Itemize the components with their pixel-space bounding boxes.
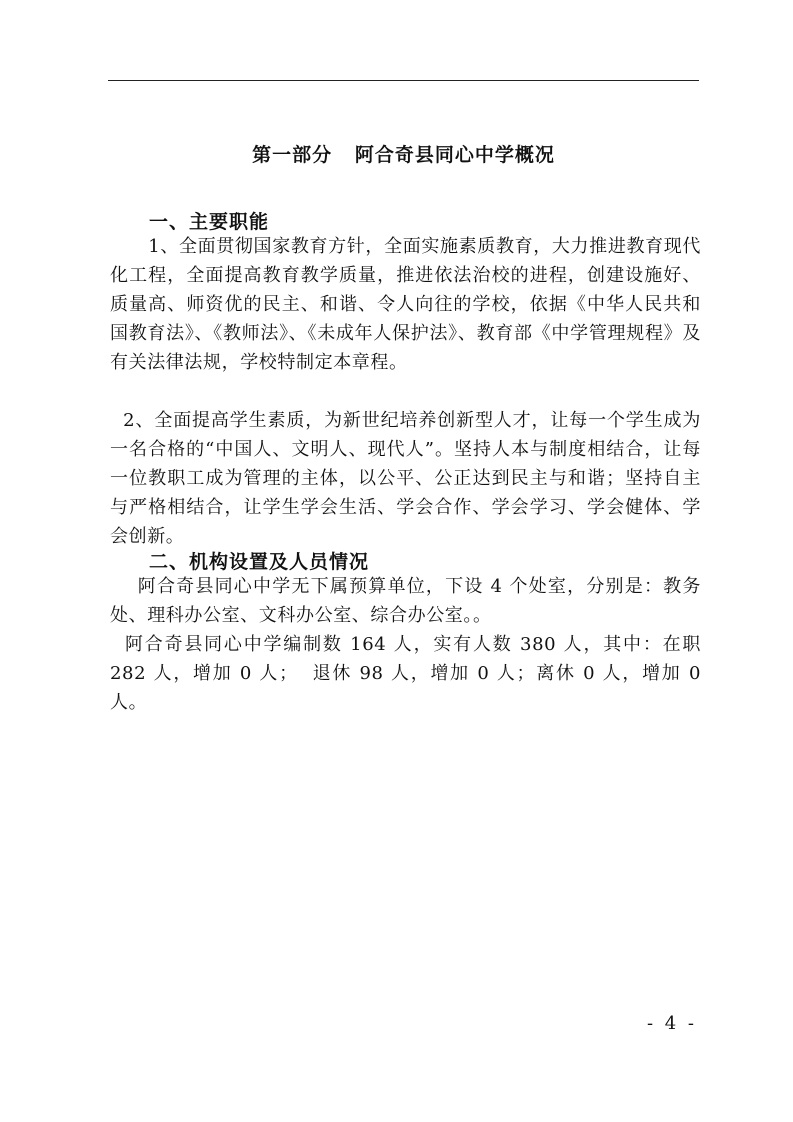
section-heading-organization: 二、机构设置及人员情况 [149, 551, 370, 573]
paragraph-functions-1: 1、全面贯彻国家教育方针，全面实施素质教育，大力推进教育现代化工程，全面提高教育教学质量，推进依法治校的进程，创建设施好、质量高、师资优的民主、和谐、令人向往的学校，依据《中华人民共和国教育法》、《教师法》、《未成年人保护法》、教育部《中学管理规程》及有关法律法规，学校特制定本章程。 [110, 236, 702, 373]
page-title: 第一部分 阿合奇县同心中学概况 [252, 144, 555, 166]
page-number: - 4 - [646, 1013, 697, 1034]
paragraph-organization-2: 阿合奇县同心中学编制数 164 人，实有人数 380 人，其中：在职 282 人，增加 0 人； 退休 98 人，增加 0 人；离休 0 人，增加 0 人。 [110, 634, 708, 713]
paragraph-functions-2: 2、全面提高学生素质，为新世纪培养创新型人才，让每一个学生成为一名合格的“中国人、文明人、现代人”。坚持人本与制度相结合，让每一位教职工成为管理的主体，以公平、公正达到民主与和谐；坚持自主与严格相结合，让学生学会生活、学会合作、学会学习、学会健体、学会创新。 [110, 410, 701, 547]
paragraph-organization-1: 阿合奇县同心中学无下属预算单位，下设 4 个处室，分别是：教务处、理科办公室、文科办公室、综合办公室。。 [110, 576, 701, 626]
header-rule [108, 80, 699, 81]
section-heading-main-functions: 一、主要职能 [149, 211, 270, 233]
